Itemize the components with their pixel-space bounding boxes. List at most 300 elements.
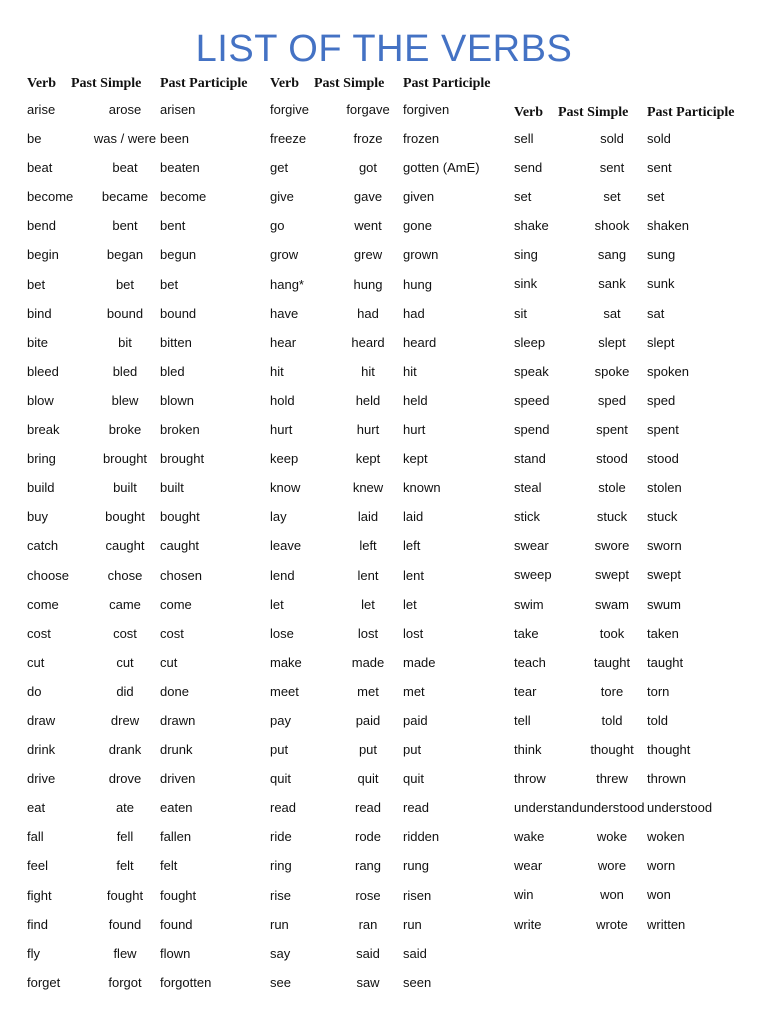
verb-row <box>270 940 515 969</box>
verb-row <box>27 271 272 300</box>
verb-past-simple: thought <box>590 741 634 757</box>
verb-base-form: lose <box>270 625 294 641</box>
verb-row <box>270 125 515 154</box>
verb-row <box>27 445 272 474</box>
verb-row <box>514 794 759 823</box>
verb-past-participle: let <box>403 596 417 612</box>
verb-past-simple: wore <box>597 858 627 874</box>
verb-past-participle: drunk <box>160 742 193 758</box>
verb-past-simple: rose <box>355 887 381 903</box>
verb-past-participle: spoken <box>647 363 689 379</box>
verb-past-simple: won <box>600 887 624 903</box>
verb-past-simple: hit <box>361 363 375 379</box>
verb-base-form: shake <box>514 218 549 234</box>
verb-past-simple: became <box>101 189 149 205</box>
verb-past-simple: rang <box>354 858 382 874</box>
verb-past-simple: swore <box>594 538 630 554</box>
verb-base-form: rise <box>270 887 291 903</box>
verb-row <box>514 241 759 270</box>
verb-base-form: speed <box>514 392 550 408</box>
verb-row <box>27 125 272 154</box>
verb-row <box>514 561 759 590</box>
verb-past-simple: drove <box>108 771 142 787</box>
verb-past-simple: sold <box>600 131 624 146</box>
verb-past-participle: gone <box>403 218 432 234</box>
verb-past-simple: felt <box>116 858 134 874</box>
verb-row <box>514 300 759 329</box>
verb-base-form: buy <box>27 509 48 525</box>
verb-past-simple: understood <box>579 800 645 816</box>
verb-base-form: stick <box>514 509 540 525</box>
verb-past-simple: forgave <box>346 102 390 117</box>
verb-row <box>27 852 272 881</box>
verb-past-participle: hurt <box>403 422 426 438</box>
verb-past-simple: sent <box>599 160 625 176</box>
verb-past-participle: written <box>647 916 686 932</box>
verb-row <box>514 852 759 881</box>
verb-past-participle: seen <box>403 974 432 990</box>
verb-past-simple: lent <box>357 567 379 583</box>
verb-past-participle: lost <box>403 625 424 641</box>
verb-past-simple: sped <box>597 392 627 408</box>
verb-past-simple: drew <box>110 712 140 728</box>
verb-base-form: wake <box>514 829 545 845</box>
verb-base-form: quit <box>270 771 291 787</box>
verb-past-participle: left <box>403 538 421 554</box>
verb-past-participle: fallen <box>160 829 192 845</box>
verb-past-participle: sworn <box>647 538 682 554</box>
verb-row <box>27 969 272 998</box>
verb-base-form: wear <box>514 858 543 874</box>
verb-row <box>270 183 515 212</box>
verb-past-simple: stuck <box>596 509 628 525</box>
verb-past-participle: flown <box>160 945 191 961</box>
verb-past-simple: beat <box>112 160 138 176</box>
verb-past-simple: made <box>351 654 385 670</box>
verb-past-simple: bit <box>118 334 132 350</box>
verb-base-form: blow <box>27 392 54 408</box>
verb-past-participle: torn <box>647 683 670 699</box>
verb-base-form: catch <box>27 538 59 554</box>
verb-past-simple: chose <box>107 567 143 583</box>
verb-past-simple: laid <box>357 509 379 525</box>
verb-base-form: begin <box>27 247 59 263</box>
verb-past-participle: sold <box>647 131 671 146</box>
verb-past-simple: cost <box>113 625 137 641</box>
verb-base-form: sing <box>514 247 538 263</box>
verb-past-simple: forgot <box>108 974 142 990</box>
verb-base-form: lay <box>270 509 287 525</box>
verb-row <box>27 183 272 212</box>
verb-past-participle: laid <box>403 509 424 525</box>
verb-past-simple: heard <box>351 334 385 350</box>
verb-base-form: tell <box>514 712 531 728</box>
verb-past-simple: knew <box>352 480 384 496</box>
verb-row <box>514 620 759 649</box>
verb-past-simple: cut <box>116 654 134 670</box>
verb-base-form: hit <box>270 363 284 379</box>
verb-row <box>270 96 515 125</box>
verb-past-participle: built <box>160 480 184 496</box>
header-past-participle: Past Participle <box>160 76 248 91</box>
verb-past-participle: quit <box>403 771 424 787</box>
verb-base-form: hurt <box>270 422 293 438</box>
verb-row <box>514 707 759 736</box>
verb-past-simple: blew <box>111 392 139 408</box>
verb-past-simple: read <box>354 800 382 816</box>
verb-row <box>270 852 515 881</box>
verb-row <box>514 358 759 387</box>
verb-past-participle: put <box>403 742 422 758</box>
verb-base-form: swim <box>514 596 544 612</box>
verb-row <box>27 416 272 445</box>
verb-past-participle: bent <box>160 218 186 234</box>
verb-row <box>514 649 759 678</box>
verb-past-participle: driven <box>160 771 196 787</box>
verb-base-form: become <box>27 189 74 205</box>
verb-row <box>27 96 272 125</box>
verb-row <box>270 358 515 387</box>
verb-base-form: hold <box>270 392 295 408</box>
verb-row <box>27 329 272 358</box>
verb-past-simple: bet <box>115 276 135 292</box>
verb-base-form: spend <box>514 421 550 437</box>
verb-row <box>514 678 759 707</box>
verb-base-form: swear <box>514 538 549 554</box>
verb-row <box>27 823 272 852</box>
verb-past-participle: been <box>160 131 189 147</box>
verb-past-participle: stood <box>647 451 679 467</box>
verb-base-form: arise <box>27 102 56 117</box>
verb-past-simple: sat <box>603 305 621 321</box>
verb-base-form: forget <box>27 974 61 990</box>
verb-row <box>514 270 759 299</box>
verb-past-participle: bound <box>160 305 197 321</box>
verb-past-simple: found <box>108 916 142 932</box>
verb-past-participle: taken <box>647 625 679 641</box>
verb-row <box>270 620 515 649</box>
verb-row <box>270 329 515 358</box>
verb-past-simple: paid <box>355 712 381 728</box>
verb-row <box>270 532 515 561</box>
header-past-participle: Past Participle <box>403 76 491 91</box>
verb-base-form: fly <box>27 945 40 961</box>
verb-row <box>27 474 272 503</box>
verb-row <box>27 649 272 678</box>
verb-row <box>514 125 759 154</box>
verb-base-form: make <box>270 654 302 670</box>
verb-past-simple: arose <box>108 102 142 117</box>
verb-past-participle: forgotten <box>160 974 212 990</box>
verb-past-participle: slept <box>647 334 675 350</box>
verb-base-form: lend <box>270 567 295 583</box>
verb-row <box>514 212 759 241</box>
verb-past-simple: broke <box>108 422 142 438</box>
verb-past-participle: swum <box>647 596 681 612</box>
verb-base-form: beat <box>27 160 53 176</box>
verb-row <box>270 416 515 445</box>
verb-base-form: cut <box>27 654 45 670</box>
verb-row <box>270 765 515 794</box>
verb-past-participle: read <box>403 800 430 816</box>
verb-row <box>27 562 272 591</box>
verb-row <box>514 183 759 212</box>
verb-past-participle: held <box>403 392 428 408</box>
verb-past-simple: kept <box>355 451 381 467</box>
verb-past-participle: sat <box>647 305 665 321</box>
verb-past-participle: won <box>647 887 671 903</box>
header-past-participle: Past Participle <box>647 105 735 120</box>
verb-base-form: break <box>27 422 60 438</box>
verb-past-simple: tore <box>600 683 624 699</box>
verb-row <box>27 678 272 707</box>
verb-past-participle: bled <box>160 363 185 379</box>
verb-base-form: pay <box>270 712 291 728</box>
verb-past-participle: hung <box>403 276 432 292</box>
verb-past-participle: paid <box>403 712 428 728</box>
verb-past-simple: wrote <box>596 916 628 932</box>
verb-past-participle: cut <box>160 654 178 670</box>
verb-past-simple: sang <box>597 247 627 263</box>
verb-base-form: take <box>514 625 539 641</box>
verb-base-form: choose <box>27 567 69 583</box>
verb-past-simple: had <box>357 305 379 321</box>
verb-base-form: read <box>270 800 297 816</box>
verb-row <box>514 387 759 416</box>
verb-base-form: let <box>270 596 284 612</box>
verb-past-participle: forgiven <box>403 102 450 117</box>
verb-past-simple: spent <box>596 421 628 437</box>
verb-base-form: freeze <box>270 131 307 147</box>
verb-past-simple: saw <box>356 974 380 990</box>
verb-row <box>27 212 272 241</box>
verb-past-participle: told <box>647 712 668 728</box>
verb-base-form: draw <box>27 712 56 728</box>
verb-base-form: bite <box>27 334 48 350</box>
verb-row <box>27 241 272 270</box>
verb-past-participle: said <box>403 945 427 961</box>
verb-past-participle: broken <box>160 422 200 438</box>
verb-base-form: ring <box>270 858 292 874</box>
verb-past-participle: heard <box>403 334 437 350</box>
verb-past-participle: sunk <box>647 276 675 292</box>
verb-base-form: throw <box>514 771 546 787</box>
verb-row <box>270 562 515 591</box>
verb-base-form: fight <box>27 887 52 903</box>
verb-past-simple: said <box>356 945 380 961</box>
verb-past-participle: cost <box>160 625 184 641</box>
verb-base-form: hang* <box>270 276 304 292</box>
verb-past-simple: put <box>358 742 378 758</box>
verb-base-form: have <box>270 305 299 321</box>
verb-row <box>514 154 759 183</box>
page-title: LIST OF THE VERBS <box>195 28 573 70</box>
verb-base-form: bleed <box>27 363 59 379</box>
verb-past-participle: come <box>160 596 192 612</box>
verb-past-simple: bled <box>112 363 138 379</box>
verb-past-simple: hung <box>353 276 383 292</box>
verb-base-form: fall <box>27 829 44 845</box>
verb-row <box>514 329 759 358</box>
header-past-simple: Past Simple <box>314 76 385 91</box>
verb-past-participle: swept <box>647 567 681 583</box>
verb-row <box>514 736 759 765</box>
verb-base-form: get <box>270 160 289 176</box>
verb-row <box>270 241 515 270</box>
verb-row <box>270 445 515 474</box>
verb-past-participle: risen <box>403 887 432 903</box>
verb-row <box>270 649 515 678</box>
verb-past-participle: met <box>403 683 425 699</box>
verb-past-simple: got <box>358 160 378 176</box>
verb-past-simple: drank <box>108 742 142 758</box>
verb-row <box>514 823 759 852</box>
verb-row <box>270 911 515 940</box>
verb-past-simple: sank <box>598 276 626 292</box>
verb-past-participle: rung <box>403 858 430 874</box>
verb-past-participle: ridden <box>403 829 440 845</box>
verb-past-simple: froze <box>353 131 383 147</box>
verb-past-simple: built <box>113 480 137 496</box>
verb-base-form: ride <box>270 829 292 845</box>
verb-past-simple: met <box>357 683 379 699</box>
verb-row <box>270 591 515 620</box>
verb-past-simple: was / were <box>93 131 157 147</box>
verb-base-form: set <box>514 189 532 205</box>
verb-base-form: think <box>514 741 542 757</box>
verb-base-form: teach <box>514 654 546 670</box>
verb-past-simple: bound <box>106 305 144 321</box>
verb-row <box>514 881 759 910</box>
verb-base-form: see <box>270 974 291 990</box>
verb-past-participle: chosen <box>160 567 202 583</box>
verb-past-participle: bet <box>160 276 179 292</box>
verb-past-simple: set <box>603 189 621 205</box>
verb-row <box>27 358 272 387</box>
verb-past-participle: done <box>160 683 189 699</box>
verb-past-participle: frozen <box>403 131 440 147</box>
verb-row <box>270 736 515 765</box>
verb-row <box>514 503 759 532</box>
verb-past-participle: had <box>403 305 425 321</box>
verb-past-participle: sung <box>647 247 676 263</box>
verb-base-form: leave <box>270 538 302 554</box>
verb-base-form: bet <box>27 276 46 292</box>
verb-base-form: sell <box>514 131 534 146</box>
verb-column-1 <box>27 76 272 998</box>
verb-base-form: put <box>270 742 289 758</box>
verb-row <box>27 591 272 620</box>
verb-base-form: find <box>27 916 48 932</box>
verb-base-form: tear <box>514 683 537 699</box>
verb-base-form: feel <box>27 858 48 874</box>
verb-base-form: win <box>514 887 534 903</box>
verb-past-participle: bought <box>160 509 200 525</box>
verb-base-form: sink <box>514 276 538 292</box>
verb-base-form: say <box>270 945 291 961</box>
verb-row <box>270 823 515 852</box>
verb-past-participle: woken <box>647 829 685 845</box>
verb-row <box>27 940 272 969</box>
verb-past-participle: known <box>403 480 441 496</box>
verb-past-participle: thrown <box>647 771 687 787</box>
verb-past-simple: did <box>116 683 134 699</box>
verb-past-simple: flew <box>113 945 137 961</box>
verb-past-simple: left <box>359 538 377 554</box>
verb-past-participle: sped <box>647 392 676 408</box>
verb-row <box>270 969 515 998</box>
verb-row <box>270 503 515 532</box>
verb-past-simple: swam <box>595 596 629 612</box>
verb-past-simple: fought <box>106 887 144 903</box>
verb-past-simple: spoke <box>594 363 630 379</box>
verb-base-form: stand <box>514 451 546 467</box>
verb-past-participle: fought <box>160 887 197 903</box>
verb-row <box>514 445 759 474</box>
verb-row <box>27 794 272 823</box>
verb-base-form: build <box>27 480 55 496</box>
verb-past-simple: grew <box>353 247 383 263</box>
verb-past-participle: shaken <box>647 218 689 234</box>
verb-past-participle: run <box>403 916 422 932</box>
verb-past-simple: let <box>361 596 375 612</box>
verb-row <box>270 271 515 300</box>
verb-row <box>27 300 272 329</box>
verb-row <box>270 794 515 823</box>
verb-row <box>27 154 272 183</box>
verb-past-simple: slept <box>598 334 626 350</box>
verb-past-simple: bent <box>112 218 138 234</box>
verb-past-participle: worn <box>647 858 676 874</box>
verb-row <box>270 707 515 736</box>
verb-base-form: sleep <box>514 334 546 350</box>
verb-base-form: cost <box>27 625 51 641</box>
verb-past-participle: set <box>647 189 665 205</box>
verb-past-participle: lent <box>403 567 424 583</box>
verb-base-form: go <box>270 218 285 234</box>
verb-row <box>27 765 272 794</box>
verb-base-form: do <box>27 683 42 699</box>
verb-past-participle: thought <box>647 741 691 757</box>
column-header <box>514 105 759 125</box>
verb-past-simple: lost <box>357 625 379 641</box>
verb-past-simple: brought <box>102 451 148 467</box>
verb-row <box>27 707 272 736</box>
verb-row <box>514 474 759 503</box>
verb-past-simple: fell <box>116 829 134 845</box>
verb-past-simple: held <box>355 392 381 408</box>
verb-past-simple: swept <box>595 567 629 583</box>
verb-past-simple: told <box>601 712 623 728</box>
verb-past-simple: hurt <box>356 422 380 438</box>
column-header <box>27 76 272 96</box>
verb-past-participle: understood <box>647 800 713 816</box>
verb-row <box>27 620 272 649</box>
verb-row <box>270 300 515 329</box>
verb-past-participle: found <box>160 916 193 932</box>
verb-past-simple: stood <box>596 451 628 467</box>
verb-base-form: keep <box>270 451 299 467</box>
verb-row <box>270 474 515 503</box>
verb-row <box>514 416 759 445</box>
verb-base-form: know <box>270 480 301 496</box>
verb-row <box>514 765 759 794</box>
verb-row <box>270 678 515 707</box>
verb-past-simple: rode <box>354 829 382 845</box>
verb-base-form: forgive <box>270 102 310 117</box>
verb-base-form: hear <box>270 334 297 350</box>
verb-past-participle: brought <box>160 451 205 467</box>
